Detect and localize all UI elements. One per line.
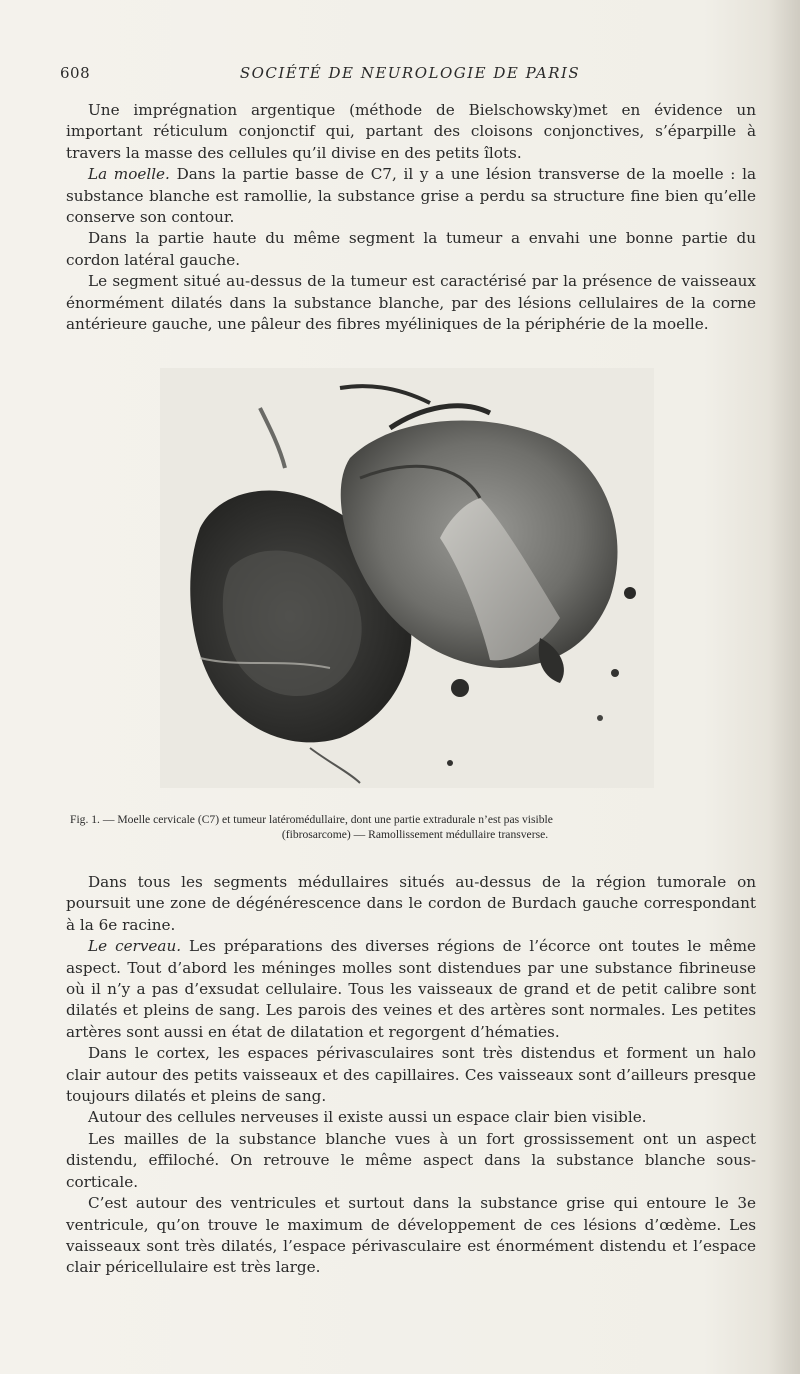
- paragraph: [66, 1129, 756, 1193]
- figure-caption: [70, 812, 760, 842]
- paragraph: [66, 1193, 756, 1279]
- caption-label: Fig. 1.: [70, 813, 100, 826]
- paragraph: [66, 936, 756, 1043]
- caption-line: [70, 812, 760, 827]
- paragraph: [66, 271, 756, 335]
- paragraph: [66, 228, 756, 271]
- text-block-bottom: [66, 872, 756, 1279]
- paragraph-text: Dans tous les segments médullaires situés au-dessus de la région tumorale on poursuit une zone de dégénérescence dans le cordon de Burdach gauche correspondant à la 6e racine.: [66, 873, 756, 934]
- paragraph: [66, 100, 756, 164]
- paragraph: [66, 1107, 756, 1128]
- page-header: [60, 64, 760, 88]
- paragraph: [66, 1043, 756, 1107]
- paragraph-text: Les préparations des diverses régions de l’écorce ont toutes le même aspect. Tout d’abord les méninges molles sont distendues par une substance fibrineuse où il n’y a pas d’exsudat cellulaire. Tous les vaisseaux de grand et de petit calibre sont dilatés et pleins de sang. Les parois des veines et des artères sont normales. Les petites artères sont aussi en état de dilatation et regorgent d’hématies.: [66, 937, 756, 1041]
- paragraph-text: C’est autour des ventricules et surtout dans la substance grise qui entoure le 3e ventricule, qu’on trouve le maximum de développement de ces lésions d’œdème. Les vaisseaux sont très dilatés, l’espace périvasculaire est énormément distendu et l’espace clair péricellulaire est très large.: [66, 1194, 756, 1277]
- paragraph-lead: Le cerveau.: [88, 937, 182, 956]
- text-block-top: [66, 100, 756, 335]
- spinal-cord-section-image: [160, 368, 654, 788]
- running-head: SOCIÉTÉ DE NEUROLOGIE DE PARIS: [239, 64, 581, 82]
- paragraph: [66, 164, 756, 228]
- paragraph-text: Dans la partie haute du même segment la tumeur a envahi une bonne partie du cordon latéral gauche.: [66, 229, 756, 269]
- paragraph-text: Les mailles de la substance blanche vues à un fort grossissement ont un aspect distendu, effiloché. On retrouve le même aspect dans la substance blanche sous-corticale.: [66, 1129, 756, 1191]
- paragraph-text: Dans la partie basse de C7, il y a une lésion transverse de la moelle : la substance blanche est ramollie, la substance grise a perdu sa structure fine bien qu’elle conserve son contour.: [66, 165, 757, 227]
- page-number: 608: [60, 64, 91, 82]
- figure-micrograph: [160, 368, 654, 788]
- paragraph-text: Le segment situé au-dessus de la tumeur est caractérisé par la présence de vaisseaux énormément dilatés dans la substance blanche, par des lésions cellulaires de la corne antérieure gauche, une pâleur des fibres myéliniques de la périphérie de la moelle.: [66, 272, 756, 334]
- paragraph-text: Une imprégnation argentique (méthode de Bielschowsky)met en évidence un important réticulum conjonctif qui, partant des cloisons conjonctives, s’éparpille à travers la masse des cellules qu’il divise en des petits îlots.: [66, 101, 756, 162]
- caption-line: (fibrosarcome) — Ramollissement médullaire transverse.: [281, 828, 549, 841]
- paragraph: [66, 872, 756, 936]
- paragraph-lead: La moelle.: [88, 165, 170, 184]
- paragraph-text: Autour des cellules nerveuses il existe aussi un espace clair bien visible.: [88, 1108, 647, 1127]
- paragraph-text: Dans le cortex, les espaces périvasculaires sont très distendus et forment un halo clair autour des petits vaisseaux et des capillaires. Ces vaisseaux sont d’ailleurs presque toujours dilatés et pleins de sang.: [66, 1044, 756, 1106]
- caption-text: — Moelle cervicale (C7) et tumeur latéromédullaire, dont une partie extradurale n’est pas visible: [102, 813, 553, 826]
